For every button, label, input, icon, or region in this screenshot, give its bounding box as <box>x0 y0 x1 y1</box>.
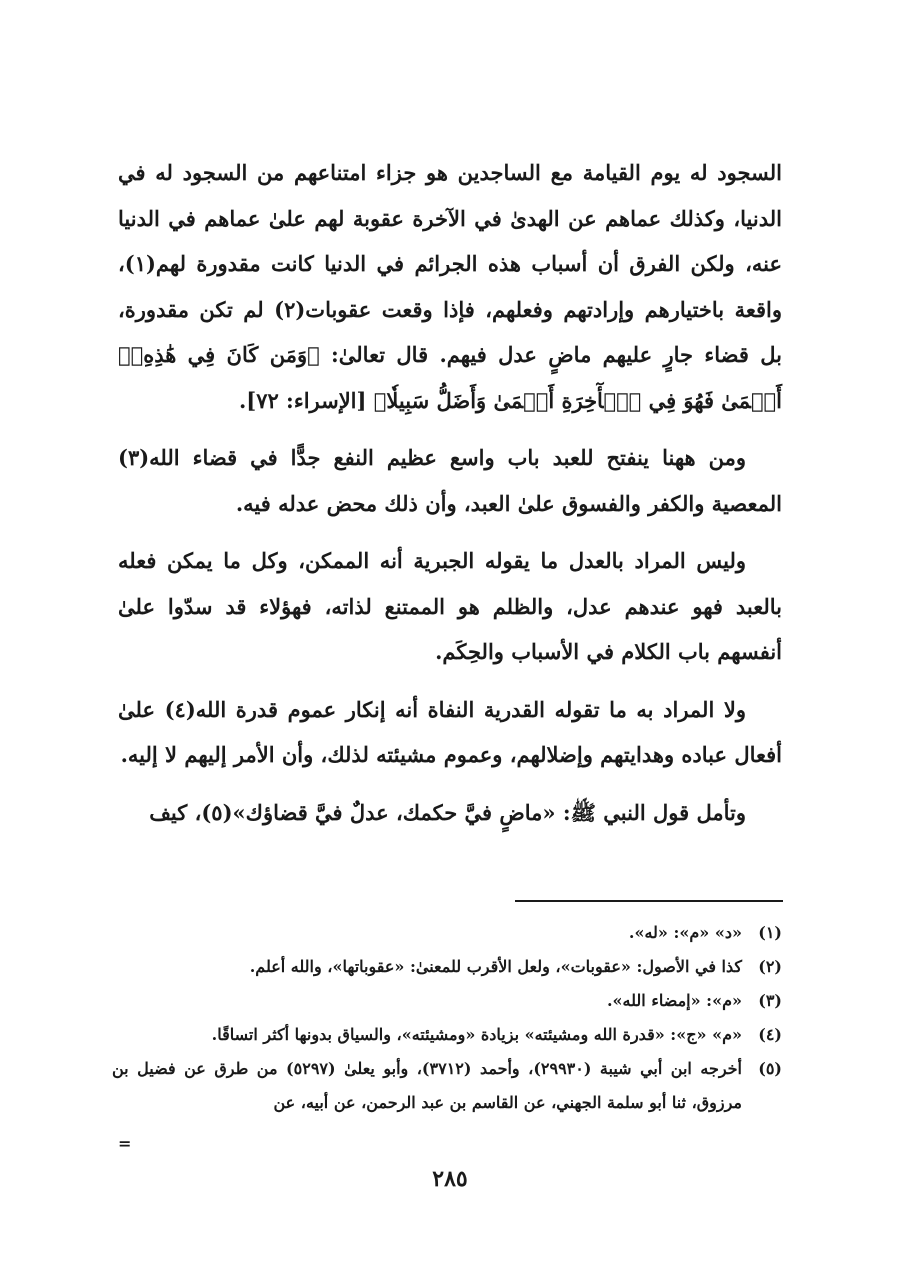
paragraph-1: السجود له يوم القيامة مع الساجدين هو جزاء امتناعهم من السجود له في الدنيا، وكذلك عماهم عن الهدىٰ في الآخرة عقوبة لهم علىٰ عماهم في الدنيا عنه، ولكن الفرق أن أسباب هذه الجرائم في الدنيا كانت مقدورة لهم(١)، واقعة باختيارهم وإرادتهم وفعلهم، فإذا وقعت عقوبات(٢) لم تكن مقدورة، بل قضاء جارٍ عليهم ماضٍ عدل فيهم. قال تعالىٰ: ﴿وَمَن كَانَ فِي هَٰذِهِۦٓ أَعۡمَىٰ فَهُوَ فِي ٱلۡأٓخِرَةِ أَعۡمَىٰ وَأَضَلُّ سَبِيلٗا﴾ [الإسراء: ٧٢]. <box>118 160 782 413</box>
footnote-3 <box>112 984 782 1018</box>
footnote-number: (٢) <box>758 957 782 976</box>
main-text <box>118 150 782 847</box>
footnote-text: كذا في الأصول: «عقوبات»، ولعل الأقرب للمعنىٰ: «عقوباتها»، والله أعلم. <box>249 957 742 976</box>
footnote-2 <box>112 950 782 984</box>
paragraph-3: وليس المراد بالعدل ما يقوله الجبرية أنه الممكن، وكل ما يمكن فعله بالعبد فهو عندهم عدل، والظلم هو الممتنع لذاته، فهؤلاء قد سدّوا علىٰ أنفسهم باب الكلام في الأسباب والحِكَم. <box>118 548 782 664</box>
footnotes <box>112 916 782 1120</box>
footnote-number: (٥) <box>758 1059 782 1078</box>
footnote-1 <box>112 916 782 950</box>
paragraph-4: ولا المراد به ما تقوله القدرية النفاة أنه إنكار عموم قدرة الله(٤) علىٰ أفعال عباده وهدايتهم وإضلالهم، وعموم مشيئته لذلك، وأن الأمر إليهم لا إليه. <box>118 696 782 767</box>
footnote-text: «م» «ج»: «قدرة الله ومشيئته» بزيادة «ومشيئته»، والسياق بدونها أكثر اتساقًا. <box>211 1025 742 1044</box>
footnote-text: أخرجه ابن أبي شيبة (٢٩٩٣٠)، وأحمد (٣٧١٢)، وأبو يعلىٰ (٥٢٩٧) من طرق عن فضيل بن مرزوق، ثنا أبو سلمة الجهني، عن القاسم بن عبد الرحمن، عن أبيه، عن <box>112 1059 743 1112</box>
paragraph-5: وتأمل قول النبي ﷺ: «ماضٍ فيَّ حكمك، عدلٌ فيَّ قضاؤك»(٥)، كيف <box>149 799 746 825</box>
continuation-mark: = <box>118 1134 132 1153</box>
paragraph-2: ومن ههنا ينفتح للعبد باب واسع عظيم النفع جدًّا في قضاء الله(٣) المعصية والكفر والفسوق علىٰ العبد، وأن ذلك محض عدله فيه. <box>118 445 782 516</box>
footnote-separator <box>515 900 783 902</box>
footnote-number: (٣) <box>758 991 782 1010</box>
footnote-4 <box>112 1018 782 1052</box>
footnote-text: «د» «م»: «له». <box>628 923 742 942</box>
footnote-5 <box>112 1052 782 1120</box>
page-number: ٢٨٥ <box>432 1166 468 1192</box>
footnote-number: (٤) <box>758 1025 782 1044</box>
footnote-number: (١) <box>758 923 782 942</box>
footnote-text: «م»: «إمضاء الله». <box>606 991 742 1010</box>
